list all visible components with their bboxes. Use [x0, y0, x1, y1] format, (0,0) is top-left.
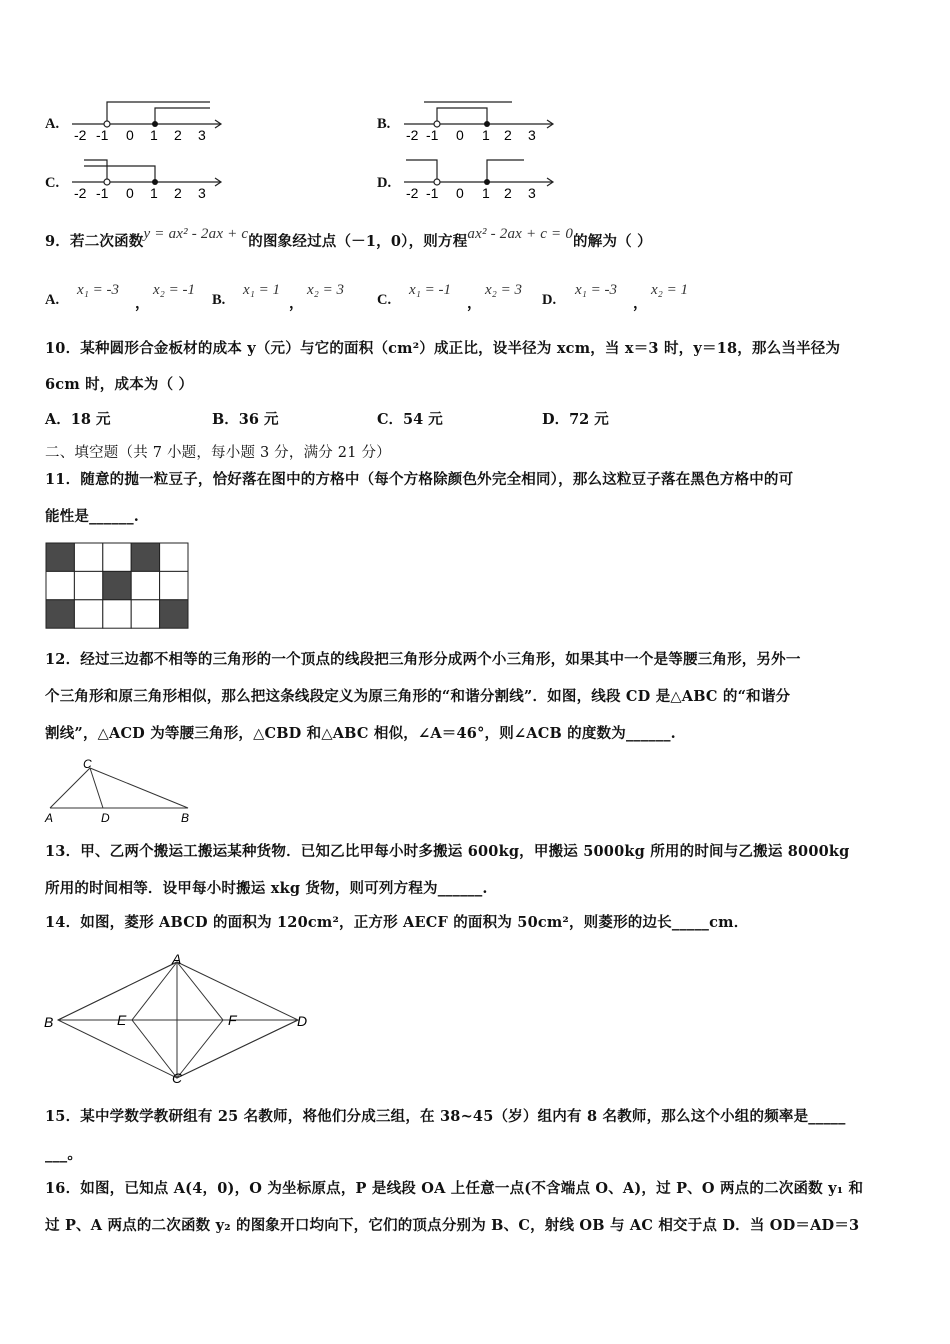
q16-line-2: 过 P、A 两点的二次函数 y₂ 的图象开口均向下，它们的顶点分别为 B、C，射线 OB 与 AC 相交于点 D．当 OD＝AD＝3	[45, 1217, 860, 1234]
q14-point-d: D	[297, 1013, 308, 1029]
q8-number-line-c	[70, 156, 228, 202]
q10-line-1: 10．某种圆形合金板材的成本 y（元）与它的面积（cm²）成正比，设半径为 xcm，当 x＝3 时，y＝18，那么当半径为	[45, 340, 841, 357]
q9-suffix: 的解为（ ）	[573, 233, 652, 250]
q9-option-d-label: D.	[542, 292, 557, 308]
q12-point-a: A	[45, 811, 54, 825]
q9-option-a-x1: x₁ = -3	[77, 282, 119, 298]
q9-option-b-x1: x₁ = 1	[243, 282, 280, 298]
grid-cell-white	[131, 571, 159, 599]
q8-option-c-label: C.	[45, 175, 60, 191]
q9-question	[45, 226, 652, 252]
q13-line-2: 所用的时间相等．设甲每小时搬运 xkg 货物，则可列方程为______.	[45, 880, 488, 897]
grid-cell-white	[103, 543, 131, 571]
q14-point-b: B	[44, 1014, 54, 1030]
q15-line-1: 15．某中学数学教研组有 25 名教师，将他们分成三组，在 38~45（岁）组内有 8 名教师，那么这个小组的频率是_____	[45, 1108, 846, 1125]
q8-b-tick: -1	[426, 127, 439, 143]
q8-b-tick: 3	[528, 127, 536, 143]
q8-a-tick: 2	[174, 127, 182, 143]
q9-options: A. x₁ = -3 ， x₂ = -1 B. x₁ = 1 ， x₂ = 3 C. x₁ = -1 ， x₂ = 3 D. x₁ = -3 ， x₂ = 1	[45, 282, 688, 312]
q13-line-1: 13．甲、乙两个搬运工搬运某种货物．已知乙比甲每小时多搬运 600kg，甲搬运 5000kg 所用的时间与乙搬运 8000kg	[45, 843, 850, 860]
q9-option-b-x2: x₂ = 3	[307, 282, 344, 298]
q12-point-d: D	[101, 811, 110, 825]
q15-line-2: ___。	[45, 1146, 83, 1163]
q14-point-f: F	[228, 1012, 237, 1028]
q8-a-tick: 3	[198, 127, 206, 143]
q8-number-line-b	[402, 98, 560, 144]
q12-line-1: 12．经过三边都不相等的三角形的一个顶点的线段把三角形分成两个小三角形，如果其中一个是等腰三角形，另外一	[45, 651, 801, 668]
grid-cell-white	[74, 571, 102, 599]
q8-a-tick: 1	[150, 127, 158, 143]
q8-d-tick: 0	[456, 185, 464, 201]
q8-option-d-label: D.	[377, 175, 392, 191]
q9-option-c-label: C.	[377, 292, 392, 308]
q8-b-tick: 0	[456, 127, 464, 143]
q10-option-c: C．54 元	[377, 411, 443, 428]
q8-d-tick: -1	[426, 185, 439, 201]
q8-number-line-a	[70, 98, 228, 144]
q9-option-a-label: A.	[45, 292, 60, 308]
q8-a-tick: 0	[126, 127, 134, 143]
grid-cell-black	[46, 543, 74, 571]
grid-cell-white	[74, 600, 102, 628]
q12-line-3: 割线”，△ACD 为等腰三角形，△CBD 和△ABC 相似，∠A＝46°，则∠ACB 的度数为______.	[45, 725, 676, 742]
q10-option-a: A．18 元	[45, 411, 111, 428]
q9-option-d-x1: x₁ = -3	[575, 282, 617, 298]
q8-option-a-label: A.	[45, 116, 60, 132]
q8-c-tick: 1	[150, 185, 158, 201]
q10-option-b: B．36 元	[212, 411, 279, 428]
grid-cell-white	[103, 600, 131, 628]
grid-cell-white	[46, 571, 74, 599]
q14-line-1: 14．如图，菱形 ABCD 的面积为 120cm²，正方形 AECF 的面积为 50cm²，则菱形的边长_____cm．	[45, 914, 749, 931]
q8-number-line-d	[402, 156, 560, 202]
q9-option-a-x2: x₂ = -1	[153, 282, 195, 298]
q9-prefix: 9．若二次函数	[45, 233, 144, 250]
q14-rhombus-figure	[40, 950, 315, 1085]
q12-point-b: B	[181, 811, 190, 825]
q8-c-tick: -1	[96, 185, 109, 201]
q9-equation: ax² - 2ax + c = 0	[467, 226, 574, 242]
q8-a-tick: -2	[74, 127, 87, 143]
q8-c-tick: -2	[74, 185, 87, 201]
q12-point-c: C	[83, 757, 92, 771]
q9-option-b-label: B.	[212, 292, 226, 308]
q8-b-tick: -2	[406, 127, 419, 143]
grid-cell-white	[131, 600, 159, 628]
q11-line-2: 能性是______.	[45, 508, 140, 525]
grid-cell-black	[103, 571, 131, 599]
q11-line-1: 11．随意的抛一粒豆子，恰好落在图中的方格中（每个方格除颜色外完全相同），那么这粒豆子落在黑色方格中的可	[45, 471, 794, 488]
q8-a-tick: -1	[96, 127, 109, 143]
q9-option-c-x2: x₂ = 3	[485, 282, 522, 298]
q8-c-tick: 2	[174, 185, 182, 201]
q9-function: y = ax² - 2ax + c	[143, 226, 249, 242]
q12-line-2: 个三角形和原三角形相似，那么把这条线段定义为原三角形的“和谐分割线”．如图，线段 CD 是△ABC 的“和谐分	[45, 688, 791, 705]
q9-option-d-x2: x₂ = 1	[651, 282, 688, 298]
grid-cell-black	[131, 543, 159, 571]
q8-c-tick: 3	[198, 185, 206, 201]
q10-option-d: D．72 元	[542, 411, 609, 428]
grid-cell-black	[160, 600, 188, 628]
grid-cell-white	[160, 543, 188, 571]
grid-cell-white	[160, 571, 188, 599]
q8-b-tick: 1	[482, 127, 490, 143]
q14-point-e: E	[117, 1012, 127, 1028]
grid-cell-black	[46, 600, 74, 628]
q8-option-b-label: B.	[377, 116, 391, 132]
q9-mid: 的图象经过点（－1，0），则方程	[248, 233, 468, 250]
q8-c-tick: 0	[126, 185, 134, 201]
grid-cell-white	[74, 543, 102, 571]
q8-d-tick: -2	[406, 185, 419, 201]
q8-d-tick: 2	[504, 185, 512, 201]
q8-b-tick: 2	[504, 127, 512, 143]
q11-grid-figure	[45, 542, 190, 630]
q12-triangle-figure	[40, 756, 200, 826]
q14-point-a: A	[172, 951, 182, 967]
q9-option-c-x1: x₁ = -1	[409, 282, 451, 298]
q16-line-1: 16．如图，已知点 A(4，0)，O 为坐标原点，P 是线段 OA 上任意一点(不含端点 O、A)，过 P、O 两点的二次函数 y₁ 和	[45, 1180, 864, 1197]
q8-d-tick: 1	[482, 185, 490, 201]
q8-d-tick: 3	[528, 185, 536, 201]
section-2-heading: 二、填空题（共 7 小题，每小题 3 分，满分 21 分）	[45, 445, 391, 461]
q14-point-c: C	[172, 1070, 183, 1085]
q10-line-2: 6cm 时，成本为（ ）	[45, 376, 194, 393]
